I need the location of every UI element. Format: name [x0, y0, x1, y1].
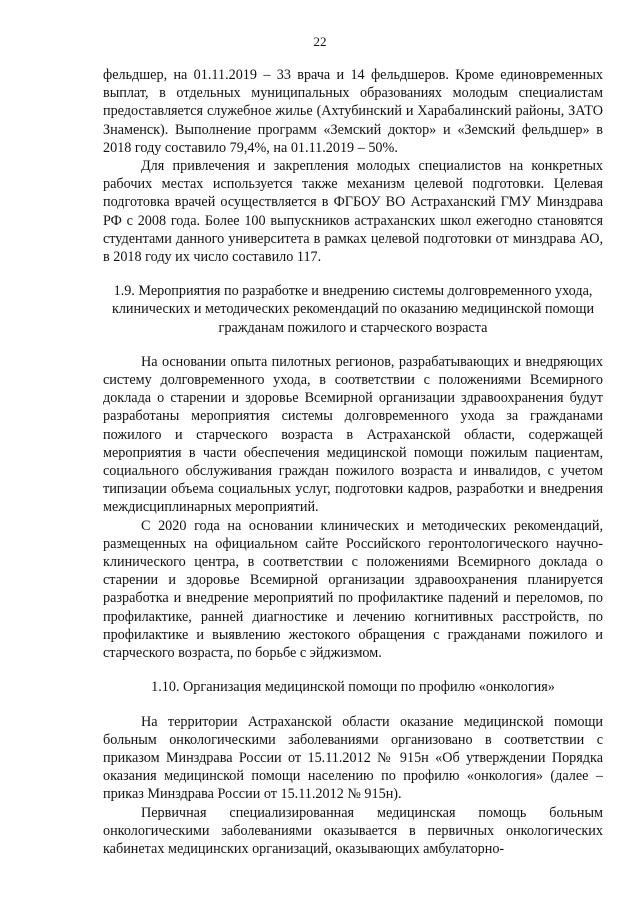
- section-heading-1-9: 1.9. Мероприятия по разработке и внедрению системы долговременного ухода, клинических и методических рекомендаций по оказанию медицинской помощи гражданам пожилого и старческого возраста: [111, 283, 595, 336]
- paragraph-5: На территории Астраханской области оказание медицинской помощи больным онкологическими заболеваниями организовано в соответствии с приказом Минздрава России от 15.11.2012 № 915н «Об утверждении Порядка оказания медицинской помощи населению по профилю «онкология» (далее – приказ Минздрава России от 15.11.2012 № 915н).: [103, 713, 603, 803]
- paragraph-6: Первичная специализированная медицинская помощь больным онкологическими заболеваниями оказывается в первичных онкологических кабинетах медицинских организаций, оказывающих амбулаторно-: [103, 804, 603, 857]
- paragraph-4: С 2020 года на основании клинических и методических рекомендаций, размещенных на официальном сайте Российского геронтологического научно-клинического центра, в соответствии с положениями Всемирного доклада о старении и здоровье Всемирной организации здравоохранения планируется разработка и внедрение мероприятий по профилактике падений и переломов, по профилактике, ранней диагностике и лечению когнитивных расстройств, по профилактике и выявлению жестокого обращения с гражданами пожилого и старческого возраста, по борьбе с эйджизмом.: [103, 517, 603, 662]
- paragraph-3: На основании опыта пилотных регионов, разрабатывающих и внедряющих систему долговременного ухода, в соответствии с положениями Всемирного доклада о старении и здоровье Всемирной организации здравоохранения будут разработаны мероприятия системы долговременного ухода за гражданами пожилого и старческого возраста в Астраханской области, содержащей мероприятия в части обеспечения медицинской помощи пожилым пациентам, социального обслуживания граждан пожилого возраста и инвалидов, с учетом типизации объема социальных услуг, подготовки кадров, разработки и внедрения междисциплинарных мероприятий.: [103, 353, 603, 516]
- document-body: [103, 66, 603, 858]
- paragraph-2: Для привлечения и закрепления молодых специалистов на конкретных рабочих местах используется также механизм целевой подготовки. Целевая подготовка врачей осуществляется в ФГБОУ ВО Астраханский ГМУ Минздрава РФ с 2008 года. Более 100 выпускников астраханских школ ежегодно становятся студентами данного университета в рамках целевой подготовки от минздрава АО, в 2018 году их число составило 117.: [103, 158, 603, 266]
- page-number: 22: [313, 34, 327, 49]
- paragraph-1: фельдшер, на 01.11.2019 – 33 врача и 14 фельдшеров. Кроме единовременных выплат, в отдельных муниципальных образованиях молодым специалистам предоставляется служебное жилье (Ахтубинский и Харабалинский районы, ЗАТО Знаменск). Выполнение программ «Земский доктор» и «Земский фельдшер» в 2018 году составило 79,4%, на 01.11.2019 – 50%.: [103, 67, 603, 156]
- section-heading-1-10: 1.10. Организация медицинской помощи по профилю «онкология»: [151, 679, 555, 696]
